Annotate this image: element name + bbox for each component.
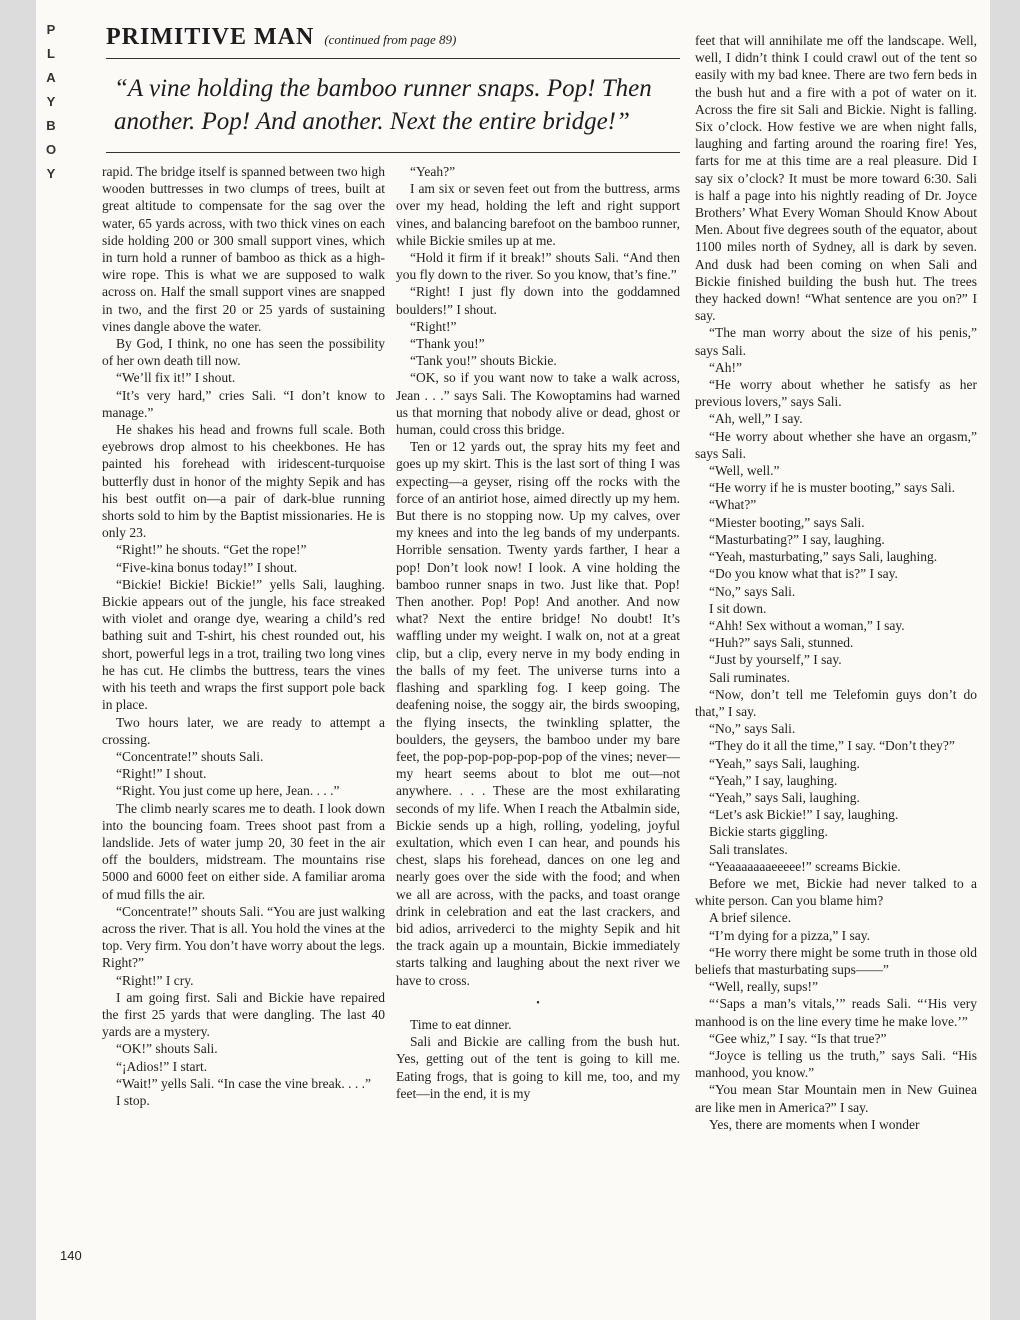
article-title: PRIMITIVE MAN [106,24,315,50]
magazine-letter: O [45,142,57,157]
paragraph: “Concentrate!” shouts Sali. [116,748,264,764]
paragraph: I am six or seven feet out from the buttress, arms over my head, holding the left and right support vines, and balancing barefoot on the bamboo runner, while Bickie smiles up at me. [396,181,680,248]
paragraph: A brief silence. [709,910,792,926]
paragraph: Two hours later, we are ready to attempt a crossing. [102,714,385,747]
paragraph: Before we met, Bickie had never talked to a white person. Can you blame him? [695,875,977,909]
paragraph: “It’s very hard,” cries Sali. “I don’t know to manage.” [102,387,385,420]
paragraph: “Yeah, masturbating,” says Sali, laughing. [709,549,938,565]
paragraph: “He worry if he is muster booting,” says Sali. [709,480,955,496]
page-number: 140 [60,1248,82,1263]
text-column-3 [695,32,977,1133]
magazine-page [36,0,990,1320]
paragraph: “Concentrate!” shouts Sali. “You are just walking across the river. That is all. You hold the vines at the top. Very firm. You don’t have worry about the legs. Right?” [102,903,385,971]
magazine-letter: P [46,22,56,37]
paragraph: “Do you know what that is?” I say. [709,566,898,582]
paragraph: “¡Adios!” I start. [116,1058,208,1074]
pull-quote: “A vine holding the bamboo runner snaps. Pop! Then another. Pop! And another. Next the entire bridge!” [114,75,652,135]
magazine-letter: Y [46,166,56,181]
paragraph: “You mean Star Mountain men in New Guinea are like men in America?” I say. [695,1082,977,1115]
paragraph: Sali ruminates. [709,669,790,685]
paragraph: “We’ll fix it!” I shout. [116,370,236,386]
magazine-letter: A [46,70,56,85]
paragraph: “Tank you!” shouts Bickie. [410,353,557,369]
paragraph: “Miester booting,” says Sali. [709,514,865,530]
paragraph: “Yeaaaaaaaeeeee!” screams Bickie. [709,858,901,874]
paragraph: “Right!” he shouts. “Get the rope!” [116,542,307,558]
paragraph: “Yeah?” [410,164,456,179]
paragraph: “Right!” I cry. [116,972,194,988]
paragraph: “I’m dying for a pizza,” I say. [709,927,871,943]
paragraph: “Let’s ask Bickie!” I say, laughing. [709,807,899,823]
paragraph: “Yeah,” says Sali, laughing. [709,755,860,771]
paragraph: I stop. [116,1092,150,1108]
paragraph: “No,” says Sali. [709,721,796,737]
paragraph: “He worry about whether he satisfy as her previous lovers,” says Sali. [695,377,977,410]
paragraph: “Gee whiz,” I say. “Is that true?” [709,1030,887,1046]
paragraph: Time to eat dinner. [410,1016,512,1032]
paragraph: Sali and Bickie are calling from the bush hut. Yes, getting out of the tent is going to kill me. Eating frogs, that is going to kill me, too, and my feet—in the end, it is my [396,1034,680,1101]
paragraph: “Right!” I shout. [116,766,207,782]
header-rule-top [106,58,680,59]
paragraph: “He worry there might be some truth in those old beliefs that masturbating sups——” [695,944,977,977]
paragraph: “Yeah,” I say, laughing. [709,772,838,788]
paragraph: “No,” says Sali. [709,583,796,599]
paragraph: “Huh?” says Sali, stunned. [709,635,854,651]
paragraph: “The man worry about the size of his penis,” says Sali. [695,325,977,358]
paragraph: “Ah, well,” I say. [709,411,803,427]
paragraph: “Now, don’t tell me Telefomin guys don’t do that,” I say. [695,686,977,719]
paragraph: “Hold it firm if it break!” shouts Sali. “And then you fly down to the river. So you know, that’s fine.” [396,250,680,283]
paragraph: “Just by yourself,” I say. [709,652,842,668]
magazine-name-vertical [40,18,62,186]
continued-note: (continued from page 89) [324,32,457,47]
paragraph: “Thank you!” [410,336,485,352]
paragraph: “Right! I just fly down into the goddamned boulders!” I shout. [396,284,680,317]
paragraph: Bickie starts giggling. [709,824,828,840]
paragraph: Yes, there are moments when I wonder [709,1116,920,1132]
paragraph: “Wait!” yells Sali. “In case the vine break. . . .” [116,1075,371,1091]
paragraph: “‘Saps a man’s vitals,’” reads Sali. “‘His very manhood is on the line every time he make love.’” [695,996,977,1029]
paragraph: I am going first. Sali and Bickie have repaired the first 25 yards that were dangling. The last 40 yards are a mystery. [102,989,385,1040]
section-break-bullet: • [536,997,540,1009]
article-header [106,24,680,51]
paragraph: He shakes his head and frowns full scale. Both eyebrows drop almost to his cheekbones. He has painted his forehead with iridescent-turquoise butterfly dust in honor of the mighty Sepik and has his best outfit on—a pair of dark-blue running shorts sold to him by the Baptist missionaries. He is only 23. [102,422,385,541]
paragraph: “They do it all the time,” I say. “Don’t they?” [709,738,955,754]
magazine-letter: L [47,46,55,61]
paragraph: I sit down. [709,600,767,616]
paragraph: “Ah!” [709,359,742,375]
paragraph: “OK, so if you want now to take a walk across, Jean . . .” says Sali. The Kowoptamins had warned us that morning that nobody alive or dead, ghost or human, could cross this bridge. [396,370,680,438]
paragraph: “Joyce is telling us the truth,” says Sali. “His manhood, you know.” [695,1047,977,1081]
text-column-2 [396,163,680,1102]
magazine-letter: Y [46,94,56,109]
paragraph: “OK!” shouts Sali. [116,1041,218,1057]
paragraph: Ten or 12 yards out, the spray hits my feet and goes up my skirt. This is the last sort of thing I was expecting—a geyser, rising off the rocks with the force of an antiriot hose, aimed directly up my hem. But there is no stopping now. Up my calves, over my knees and into the leg bands of my underpants. Horrible sensation. Twenty yards farther, I hear a pop! Don’t look now! I look. A vine holding the bamboo runner snaps in two. Just like that. Pop! Then another. Pop! Pop! And another. And now what? Next the entire bridge! No doubt! It’s waffling under my weight. I walk on, not at a great clip, but a clip, every nerve in my body ending in the balls of my feet. The universe turns into a flashing and sparkling fog. I keep going. The deafening noise, the soggy air, the birds swooping, the flying insects, the twinkling splatter, the boulders, the geysers, the bamboo under my bare feet, the pop-pop-pop-pop-pop of the vines; never—my heart seems about to blot me out—not anywhere. . . . These are the most exhilarating seconds of my life. When I reach the Atbalmin side, Bickie sends up a high, rolling, yodeling, joyful exultation, which even I can hear, and pounds his chest, slaps his forehead, dances on one leg and nearly goes over the side with the food; and when we all are across, with the packs, and toast orange drink in celebration and eat the last crackers, and bid adios, arrivederci to the mighty Sepik and hit the track again up a mountain, Bickie immediately starts talking and laughing about the next river we have to cross. [396,439,680,988]
paragraph: By God, I think, no one has seen the possibility of her own death till now. [102,336,385,369]
paragraph: “Ahh! Sex without a woman,” I say. [709,617,905,633]
paragraph: feet that will annihilate me off the landscape. Well, well, I didn’t think I could crawl out of the tent so easily with my bad knee. There are two fern beds in the bush hut and a fire with a pot of water on it. Across the fire sit Sali and Bickie. Night is falling. Six o’clock. How festive we are when night falls, laughing and farting around the roaring fire! Yes, farts for me at this time are a real pleasure. Did I say six o’clock? It must be more toward 6:30. Sali is half a page into his nightly reading of Dr. Joyce Brothers’ What Every Woman Should Know About Men. About five degrees south of the equator, about 1100 miles north of Sydney, all is dark by seven. And dusk had been coming on when Sali and Bickie finished building the bush hut. The trees they hacked down! “What sentence are you on?” I say. [695,33,977,324]
paragraph: “Well, really, sups!” [709,979,818,995]
paragraph: “Five-kina bonus today!” I shout. [116,559,298,575]
paragraph: “Right!” [410,318,457,334]
paragraph: “Well, well.” [709,463,780,479]
header-rule-bottom [106,152,680,153]
paragraph: “Yeah,” says Sali, laughing. [709,789,860,805]
paragraph: The climb nearly scares me to death. I look down into the bouncing foam. Trees shoot past from a landslide. Jets of water jump 20, 30 feet in the air off the boulders, midstream. The mountains rise 5000 and 6000 feet on either side. A familiar aroma of mud fills the air. [102,800,385,902]
paragraph: “He worry about whether she have an orgasm,” says Sali. [695,428,977,461]
text-column-1 [102,163,385,1109]
paragraph: “Right. You just come up here, Jean. . . .” [116,783,340,799]
paragraph: “What?” [709,497,757,513]
paragraph: “Masturbating?” I say, laughing. [709,531,885,547]
paragraph: rapid. The bridge itself is spanned between two high wooden buttresses in two clumps of trees, built at great altitude to compensate for the sag over the water, 65 yards across, with two thick vines on each side holding 200 or 300 small support vines, which in turn hold a runner of bamboo as thick as a high-wire rope. This is what we are supposed to walk across on. Half the small support vines are snapped in two, and the first 20 or 25 yards of sustaining vines dangle above the water. [102,164,385,334]
magazine-letter: B [46,118,56,133]
paragraph: Sali translates. [709,841,788,857]
paragraph: “Bickie! Bickie! Bickie!” yells Sali, laughing. Bickie appears out of the jungle, his face streaked with violet and orange dye, wearing a child’s red bathing suit and T-shirt, his chest rounded out, his short, powerful legs in a trot, trailing two long vines he has cut. He climbs the buttress, tears the vines with his teeth and wraps the first support pole back in place. [102,576,385,713]
